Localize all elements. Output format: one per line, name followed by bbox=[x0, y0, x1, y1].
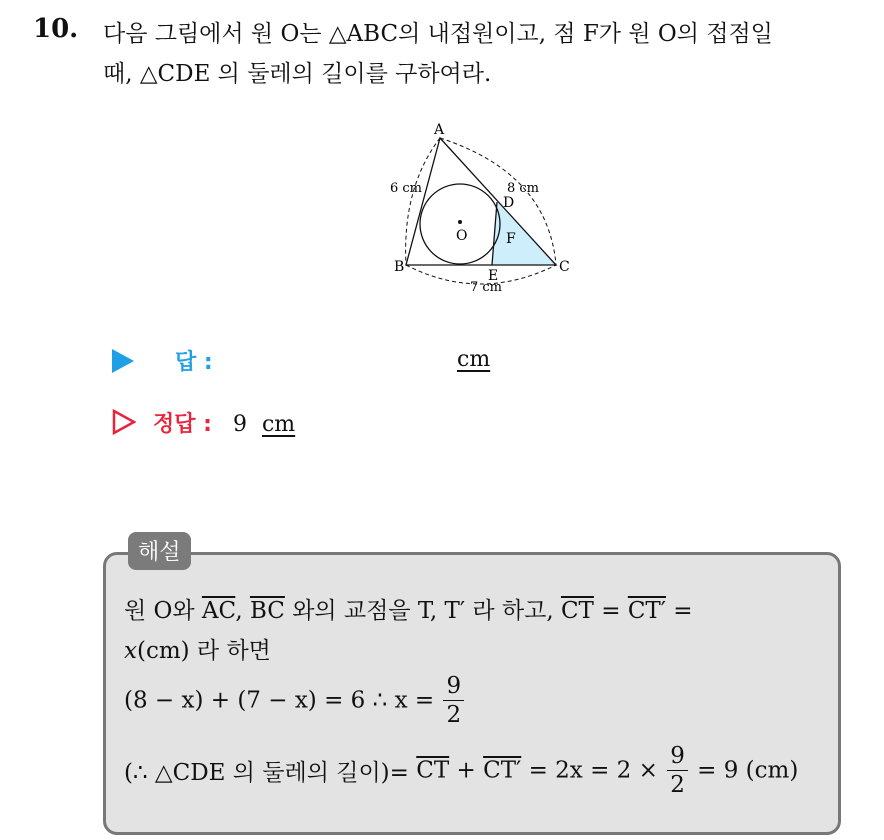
label-bc-length: 7 cm bbox=[470, 280, 503, 295]
question-number: 10. bbox=[33, 14, 79, 44]
correct-answer-row bbox=[112, 407, 295, 438]
segment-ct-prime: CT′ bbox=[627, 598, 666, 624]
solution-tag: 해설 bbox=[128, 532, 191, 570]
label-o: O bbox=[456, 228, 468, 244]
outline-triangle-icon bbox=[112, 409, 136, 435]
center-o-dot bbox=[458, 220, 462, 224]
label-c: C bbox=[559, 259, 570, 275]
fraction-9-over-2-b: $\frac{9}{2}$ bbox=[667, 742, 688, 799]
label-ac-length: 8 cm bbox=[507, 181, 540, 196]
segment-ct: $\overline{CT}$ bbox=[560, 598, 594, 624]
label-e: E bbox=[488, 268, 499, 284]
question-text-line1: 다음 그림에서 원 O는 △ABC의 내접원이고, 점 F가 원 O의 접점일 bbox=[103, 21, 773, 47]
label-b: B bbox=[394, 259, 405, 275]
label-ab-length: 6 cm bbox=[390, 181, 423, 196]
correct-answer-value: 9 bbox=[232, 412, 247, 437]
solution-line2: x(cm) 라 하면 bbox=[124, 638, 271, 664]
solution-line1: 원 O와 $\overline{AC}$, $\overline{BC}$ 와의 교점을 T, T′ 라 하고, $\overline{CT} = CT'$ = bbox=[124, 598, 693, 624]
segment-bc: $\overline{BC}$ bbox=[249, 598, 285, 624]
triangle-figure bbox=[380, 118, 580, 296]
correct-answer-unit: cm bbox=[261, 412, 296, 437]
answer-label: 답 : bbox=[175, 350, 213, 375]
answer-unit: cm bbox=[457, 347, 491, 372]
label-d: D bbox=[503, 195, 515, 211]
shaded-triangle-cde bbox=[492, 202, 556, 265]
correct-answer-label: 정답 : bbox=[153, 412, 212, 437]
label-f: F bbox=[506, 231, 516, 247]
segment-ac: $\overline{AC}$ bbox=[201, 598, 236, 624]
label-a: A bbox=[434, 122, 445, 138]
filled-triangle-icon bbox=[112, 349, 134, 373]
fraction-9-over-2: $\frac{9}{2}$ bbox=[443, 672, 464, 729]
solution-line4: (∴ △CDE 의 둘레의 길이)= $\overline{CT} + CT' = 2x = 2$ × $\frac{9}{2}$ = 9 (cm) bbox=[124, 743, 799, 798]
question-text-line2: 때, △CDE 의 둘레의 길이를 구하여라. bbox=[103, 61, 492, 87]
answer-row bbox=[112, 345, 491, 376]
solution-line3: (8 − x) + (7 − x) = 6 ∴ x = $\frac{9}{2}$ bbox=[124, 672, 466, 729]
